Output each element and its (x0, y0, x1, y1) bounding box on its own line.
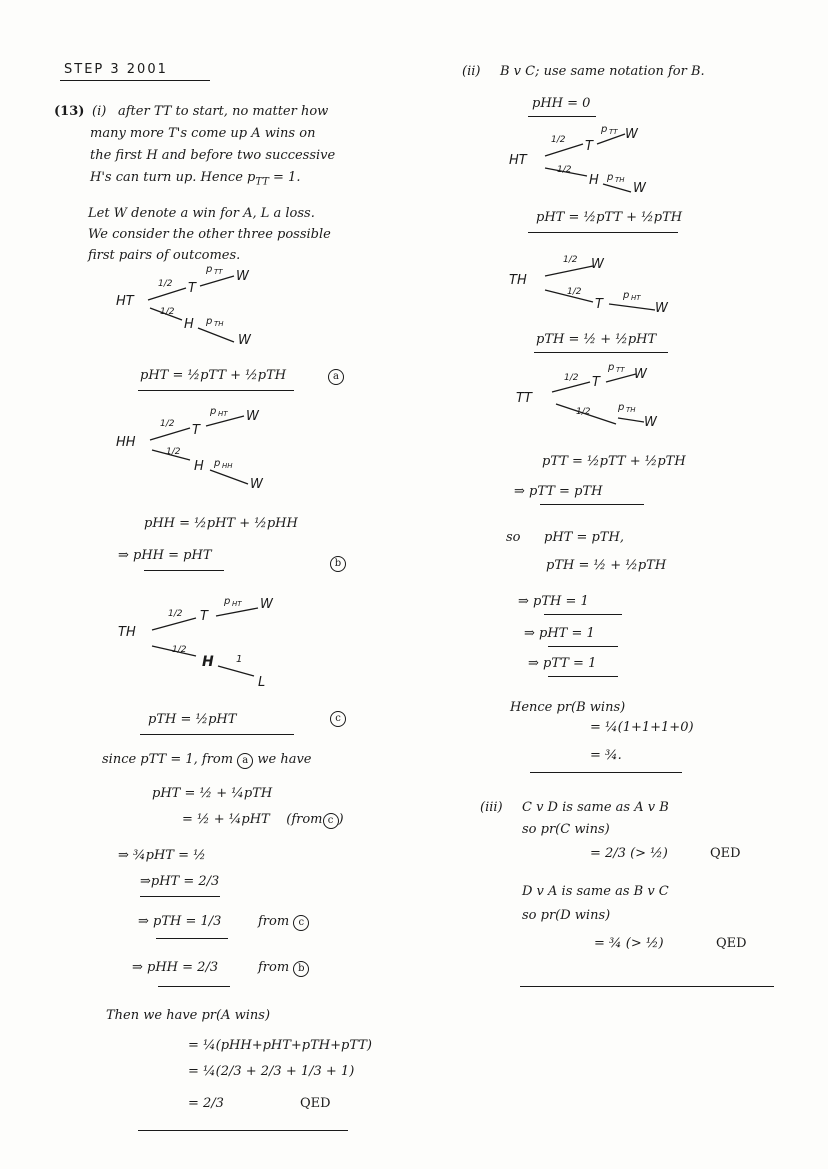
equation-underline (528, 232, 678, 233)
tree-prob-label: p (214, 458, 221, 469)
intro-line: many more T's come up A wins on (90, 126, 316, 141)
derived-line: ⇒ pTH = 1/3 (138, 914, 222, 929)
hence-eq: = ¼(1+1+1+0) (590, 720, 694, 735)
tree-outcome: W (625, 127, 638, 142)
equation-underline (548, 646, 618, 647)
equation-hh: pHH = ½pHT + ½pHH (144, 516, 298, 531)
so-label: so (506, 530, 521, 545)
tree-prob: 1/2 (564, 373, 579, 383)
tree-branch (198, 328, 234, 342)
part-iii-line: = 2/3 (> ½) (590, 846, 668, 861)
since-line: since pTT = 1, from a we have (102, 752, 312, 767)
then-line: Then we have pr(A wins) (106, 1008, 271, 1023)
tree-prob-label: p (206, 316, 213, 327)
tree-node: H (184, 317, 194, 332)
equation-underline (140, 896, 220, 897)
tree-node: T (592, 375, 600, 390)
notation-line: first pairs of outcomes. (88, 248, 241, 263)
tree-branch-upper (148, 288, 186, 300)
probability-tree-th-ii (505, 250, 685, 320)
tree-prob: 1/2 (563, 255, 578, 265)
final-line: = 2/3 (188, 1096, 224, 1111)
tree-prob: 1/2 (160, 307, 175, 317)
derived-ref: from c (258, 914, 309, 931)
tree-branch (200, 276, 234, 286)
so-line: pTH = ½ + ½pTH (546, 558, 667, 573)
tree-prob-label: TT (609, 128, 618, 136)
part-iii-label: (iii) (480, 800, 503, 815)
equation-underline (540, 504, 644, 505)
tree-start: TH (509, 273, 527, 288)
part-iii-line: D v A is same as B v C (522, 884, 669, 899)
tree-prob-label: p (608, 362, 615, 373)
tree-prob-label: HT (218, 410, 228, 418)
derived-line: ⇒ ¾pHT = ½ (118, 848, 206, 863)
so-line: pHT = pTH, (544, 530, 624, 545)
tree-prob-label: p (601, 124, 608, 135)
tree-branch (216, 608, 258, 616)
section-end-rule (138, 1130, 348, 1131)
final-line: = ¼(pHH+pHT+pTH+pTT) (188, 1038, 373, 1053)
part-iii-line: so pr(C wins) (522, 822, 610, 837)
phh-zero: pHH = 0 (532, 96, 591, 111)
part-iii-line: so pr(D wins) (522, 908, 611, 923)
equation-underline (534, 352, 668, 353)
equation-ht-ii: pHT = ½pTT + ½pTH (536, 210, 683, 225)
tree-prob: 1/2 (557, 165, 572, 175)
tree-outcome: W (634, 367, 647, 382)
tree-branch-upper (545, 144, 583, 156)
step-line: pHT = ½ + ¼pTH (152, 786, 273, 801)
tree-prob: 1/2 (160, 419, 175, 429)
tree-branch (618, 418, 644, 422)
tree-prob: 1/2 (567, 287, 582, 297)
page-title: STEP 3 2001 (64, 62, 168, 77)
tree-prob-label: p (618, 402, 625, 413)
tree-prob: 1/2 (576, 407, 591, 417)
intro-line: after TT to start, no matter how (118, 104, 329, 119)
equation-underline (158, 986, 230, 987)
equation-underline (528, 116, 596, 117)
tree-branch (218, 666, 254, 676)
derived-line: ⇒ pHH = 2/3 (132, 960, 219, 975)
tag-a: a (328, 368, 344, 385)
part-i-label: (i) (92, 104, 107, 119)
tree-node: H (194, 459, 204, 474)
tree-outcome: W (655, 301, 668, 316)
tree-start: HT (116, 294, 134, 309)
hence-line: Hence pr(B wins) (510, 700, 626, 715)
qed-label: QED (716, 936, 747, 951)
equation-b: ⇒ pHH = pHT (118, 548, 212, 563)
equation-underline (156, 938, 228, 939)
equation-underline (548, 676, 618, 677)
derived-ref: from b (258, 960, 309, 977)
tree-branch (609, 304, 655, 310)
equation-c: pTH = ½pHT (148, 712, 237, 727)
tree-node: T (585, 139, 593, 154)
tree-prob: 1/2 (158, 279, 173, 289)
tree-outcome: W (238, 333, 251, 348)
tree-start: TT (516, 391, 532, 406)
tree-prob-label: 1 (236, 654, 243, 665)
result-line: ⇒ pHT = 1 (524, 626, 595, 641)
tree-start: HT (509, 153, 527, 168)
hence-result: = ¾. (590, 748, 622, 763)
tree-prob-label: TT (616, 366, 625, 374)
tree-prob: 1/2 (168, 609, 183, 619)
tree-prob-label: HT (631, 294, 641, 302)
tree-prob-label: p (607, 172, 614, 183)
tree-prob-label: p (623, 290, 630, 301)
section-end-rule (530, 772, 682, 773)
intro-line: H's can turn up. Hence $p_{TT} = 1$. (90, 170, 301, 188)
derived-line: ⇒pHT = 2/3 (140, 874, 220, 889)
tree-outcome: L (258, 675, 266, 690)
tree-prob-label: p (210, 406, 217, 417)
tree-prob: 1/2 (166, 447, 181, 457)
tree-outcome: W (591, 257, 604, 272)
tree-prob-label: TH (626, 406, 636, 414)
probability-tree-hh (110, 402, 270, 492)
tree-prob-label: HH (222, 462, 233, 470)
tree-prob-label: p (206, 264, 213, 275)
equation-tt-ii: pTT = ½pTT + ½pTH (542, 454, 686, 469)
tree-node: H (202, 654, 214, 670)
part-iii-line: = ¾ (> ½) (594, 936, 664, 951)
notation-line: We consider the other three possible (88, 227, 331, 242)
tree-branch (210, 470, 248, 484)
title-underline (60, 80, 210, 81)
probability-tree-th (112, 590, 282, 690)
tree-start: HH (116, 435, 136, 450)
tag-c: c (330, 710, 346, 727)
tree-outcome: W (260, 597, 273, 612)
tree-start: TH (118, 625, 136, 640)
equation-tt2-ii: ⇒ pTT = pTH (514, 484, 603, 499)
probability-tree-tt-ii (510, 362, 680, 432)
equation-underline (138, 390, 294, 391)
tree-prob-label: HT (232, 600, 242, 608)
qed-label: QED (300, 1096, 331, 1111)
tree-node: T (192, 423, 200, 438)
tree-outcome: W (633, 181, 646, 196)
part-ii-label: (ii) (462, 64, 481, 79)
equation-underline (140, 734, 294, 735)
notation-line: Let W denote a win for A, L a loss. (88, 206, 315, 221)
result-line: ⇒ pTH = 1 (518, 594, 589, 609)
intro-line: the first H and before two successive (90, 148, 336, 163)
tree-outcome: W (250, 477, 263, 492)
probability-tree-ht (110, 262, 270, 352)
equation-th-ii: pTH = ½ + ½pHT (536, 332, 657, 347)
tree-node: T (200, 609, 208, 624)
probability-tree-ht-ii (505, 120, 665, 200)
tree-outcome: W (236, 269, 249, 284)
tree-prob-label: TH (615, 176, 625, 184)
tree-outcome: W (644, 415, 657, 430)
part-iii-line: C v D is same as A v B (522, 800, 669, 815)
equation-underline (544, 614, 622, 615)
qed-label: QED (710, 846, 741, 861)
tree-node: T (595, 297, 603, 312)
tree-branch-upper (150, 428, 190, 440)
final-line: = ¼(2/3 + 2/3 + 1/3 + 1) (188, 1064, 355, 1079)
tree-branch-upper (545, 266, 593, 276)
step-line: = ½ + ¼pHT (from c ) (182, 812, 344, 827)
tree-prob: 1/2 (551, 135, 566, 145)
question-number: (13) (54, 104, 85, 119)
tag-b: b (330, 555, 346, 572)
tree-prob-label: TT (214, 268, 223, 276)
tree-node: T (188, 281, 196, 296)
tree-outcome: W (246, 409, 259, 424)
part-ii-intro: B v C; use same notation for B. (500, 64, 705, 79)
tree-branch (603, 184, 631, 192)
tree-prob: 1/2 (172, 645, 187, 655)
equation-underline (144, 570, 224, 571)
equation-a: pHT = ½pTT + ½pTH (140, 368, 287, 383)
tree-prob-label: p (224, 596, 231, 607)
tree-prob-label: TH (214, 320, 224, 328)
tree-branch (606, 374, 636, 382)
tree-branch-upper (552, 382, 590, 392)
result-line: ⇒ pTT = 1 (528, 656, 597, 671)
tree-node: H (589, 173, 599, 188)
tree-branch-upper (152, 618, 196, 630)
section-end-rule (520, 986, 774, 987)
